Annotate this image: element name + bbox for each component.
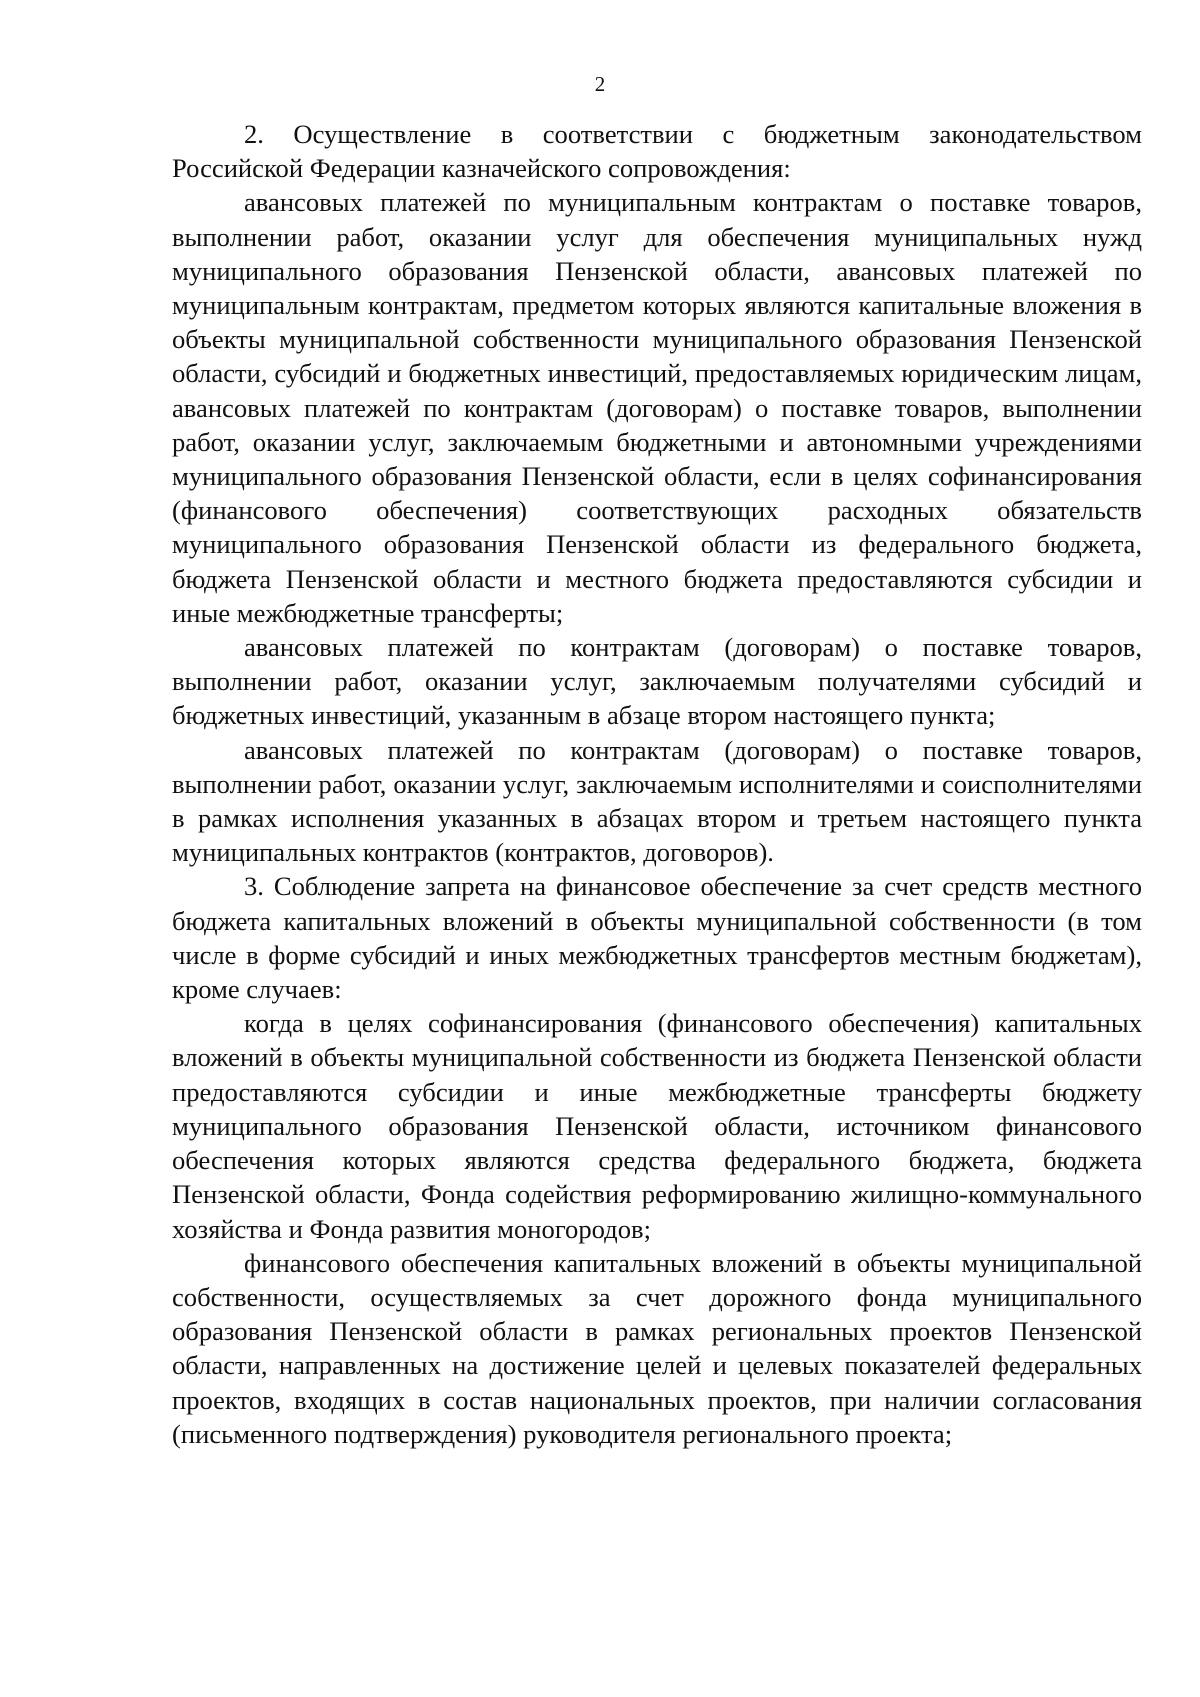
paragraph-advance-payments-contractors: авансовых платежей по контрактам (договорам) о поставке товаров, выполнении работ, оказании услуг, заключаемым исполнителями и соисполнителями в рамках исполнения указанных в абзацах втором и третьем настоящего пункта муниципальных контрактов (контрактов, договоров). <box>172 734 1142 868</box>
paragraph-advance-payments-municipal: авансовых платежей по муниципальным контрактам о поставке товаров, выполнении работ, оказании услуг для обеспечения муниципальных нужд муниципального образования Пензенской области, авансовых платежей по муниципальным контрактам, предметом которых являются капитальные вложения в объекты муниципальной собственности муниципального образования Пензенской области, субсидий и бюджетных инвестиций, предоставляемых юридическим лицам, авансовых платежей по контрактам (договорам) о поставке товаров, выполнении работ, оказании услуг, заключаемым бюджетными и автономными учреждениями муниципального образования Пензенской области, если в целях софинансирования (финансового обеспечения) соответствующих расходных обязательств муниципального образования Пензенской области из федерального бюджета, бюджета Пензенской области и местного бюджета предоставляются субсидии и иные межбюджетные трансферты; <box>172 187 1142 628</box>
document-body <box>172 117 1142 1451</box>
paragraph-item-3-intro: 3. Соблюдение запрета на финансовое обеспечение за счет средств местного бюджета капитальных вложений в объекты муниципальной собственности (в том числе в форме субсидий и иных межбюджетных трансфертов местным бюджетам), кроме случаев: <box>172 871 1142 1005</box>
paragraph-advance-payments-recipients: авансовых платежей по контрактам (договорам) о поставке товаров, выполнении работ, оказании услуг, заключаемым получателями субсидий и бюджетных инвестиций, указанным в абзаце втором настоящего пункта; <box>172 632 1142 731</box>
paragraph-exception-road-fund: финансового обеспечения капитальных вложений в объекты муниципальной собственности, осуществляемых за счет дорожного фонда муниципального образования Пензенской области в рамках региональных проектов Пензенской области, направленных на достижение целей и целевых показателей федеральных проектов, входящих в состав национальных проектов, при наличии согласования (письменного подтверждения) руководителя регионального проекта; <box>172 1247 1142 1449</box>
page-number: 2 <box>594 72 606 96</box>
paragraph-exception-cofinancing: когда в целях софинансирования (финансового обеспечения) капитальных вложений в объекты муниципальной собственности из бюджета Пензенской области предоставляются субсидии и иные межбюджетные трансферты бюджету муниципального образования Пензенской области, источником финансового обеспечения которых являются средства федерального бюджета, бюджета Пензенской области, Фонда содействия реформированию жилищно-коммунального хозяйства и Фонда развития моногородов; <box>172 1008 1142 1244</box>
paragraph-item-2-intro: 2. Осуществление в соответствии с бюджетным законодательством Российской Федерации казначейского сопровождения: <box>172 119 1142 184</box>
